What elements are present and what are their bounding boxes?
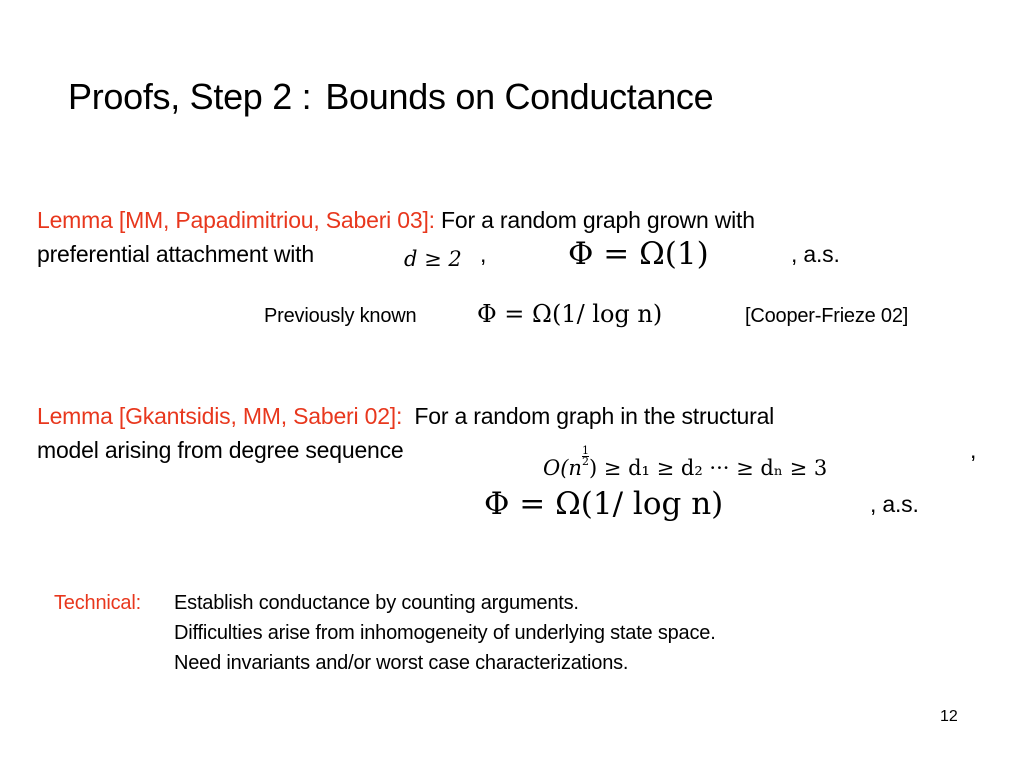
lemma2-math-sequence: O(n $^{\frac{1}{2}}$ ) ≥ d₁ ≥ d₂ ··· ≥ dₙ ≥ 3 — [543, 444, 828, 480]
lemma1-text-line2: preferential attachment with — [37, 241, 314, 267]
title-right: Bounds on Conductance — [325, 76, 714, 117]
lemma1-as: , a.s. — [791, 241, 840, 267]
page-number: 12 — [940, 708, 958, 725]
previously-known-ref: [Cooper-Frieze 02] — [745, 305, 909, 327]
previously-known-label: Previously known — [264, 305, 417, 327]
lemma2-comma: , — [970, 437, 977, 463]
lemma1-math-result: Φ = Ω(1) — [568, 236, 709, 272]
title-left: Proofs, Step 2 : — [68, 76, 312, 117]
technical-line3: Need invariants and/or worst case characterizations. — [174, 652, 629, 674]
lemma1-text-line1: For a random graph grown with — [441, 207, 755, 233]
lemma2-line1 — [37, 403, 774, 430]
technical-line1: Establish conductance by counting arguments. — [174, 592, 579, 614]
exponent-fraction: 1 2 — [581, 444, 589, 468]
slide-title — [68, 76, 713, 118]
lemma1-comma: , — [480, 241, 487, 267]
lemma2-math-result: Φ = Ω(1/ log n) — [484, 486, 724, 522]
lemma2-as: , a.s. — [870, 491, 919, 517]
previously-known-math: Φ = Ω(1/ log n) — [477, 300, 663, 328]
technical-label: Technical: — [54, 592, 141, 614]
lemma2-text-line2: model arising from degree sequence — [37, 437, 404, 463]
lemma1-math-condition: d ≥ 2 — [404, 247, 462, 271]
lemma2-text-line1: For a random graph in the structural — [414, 403, 775, 429]
lemma1-line1 — [37, 207, 755, 234]
lemma2-citation: Lemma [Gkantsidis, MM, Saberi 02]: — [37, 403, 403, 429]
lemma1-citation: Lemma [MM, Papadimitriou, Saberi 03]: — [37, 207, 435, 233]
technical-line2: Difficulties arise from inhomogeneity of underlying state space. — [174, 622, 716, 644]
